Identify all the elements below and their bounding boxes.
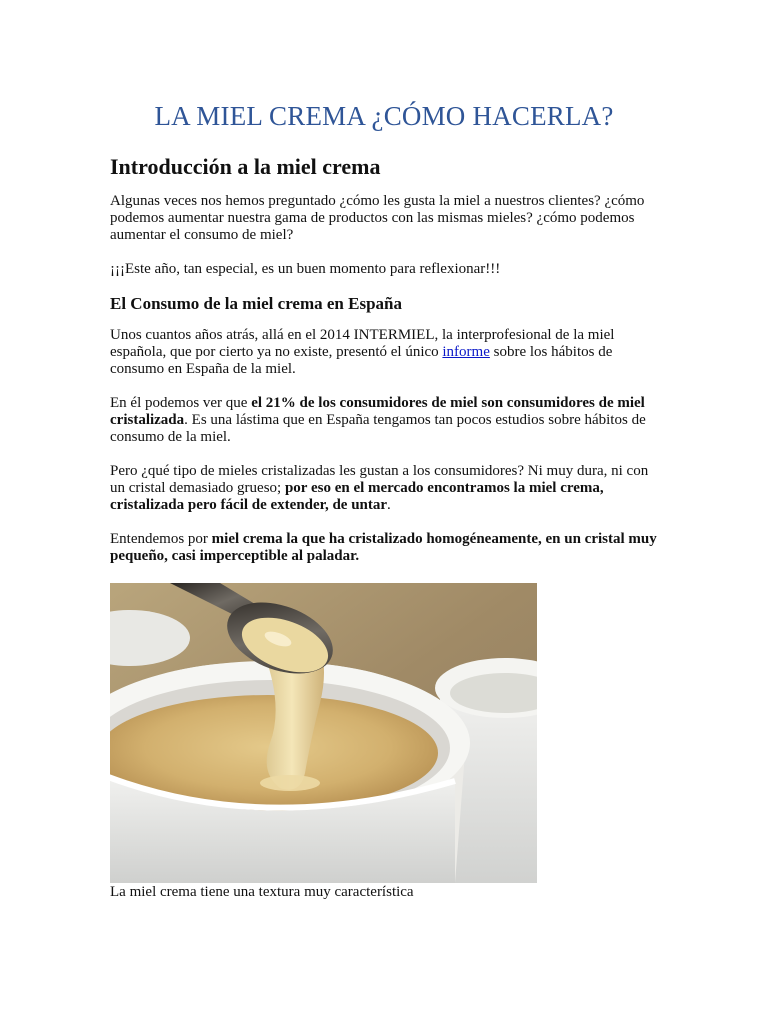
consumption-heading: El Consumo de la miel crema en España: [110, 294, 403, 313]
document-title: LA MIEL CREMA ¿CÓMO HACERLA?: [154, 101, 614, 131]
paragraph-intermiel-text-b: sobre los hábitos de consumo en España de la miel.: [110, 344, 613, 377]
intro-heading: Introducción a la miel crema: [110, 154, 381, 179]
paragraph-percentage: [110, 395, 658, 446]
paragraph-definition-text-a: Entendemos por: [110, 531, 212, 547]
paragraph-crystal-type: [110, 463, 658, 514]
photo-caption: La miel crema tiene una textura muy característica: [110, 884, 414, 900]
crystal-highlight: por eso en el mercado encontramos la miel crema, cristalizada pero fácil de extender, de untar: [110, 480, 604, 513]
paragraph-intro: Algunas veces nos hemos preguntado ¿cómo les gusta la miel a nuestros clientes? ¿cómo podemos aumentar nuestra gama de productos con las mismas mieles? ¿cómo podemos aumentar el consumo de miel?: [110, 193, 645, 243]
definition-highlight: miel crema la que ha cristalizado homogéneamente, en un cristal muy pequeño, casi imperceptible al paladar.: [110, 531, 657, 564]
paragraph-crystal-text-a: Pero ¿qué tipo de mieles cristalizadas les gustan a los consumidores? Ni muy dura, ni con un cristal demasiado grueso;: [110, 463, 649, 496]
paragraph-intermiel: [110, 327, 658, 378]
percentage-highlight: el 21% de los consumidores de miel son consumidores de miel cristalizada: [110, 395, 645, 428]
honey-photo: [110, 583, 537, 883]
paragraph-reflect: ¡¡¡Este año, tan especial, es un buen momento para reflexionar!!!: [110, 261, 501, 277]
paragraph-definition: [110, 531, 658, 565]
honey-photo-illustration: [110, 583, 537, 883]
paragraph-percentage-text-b: . Es una lástima que en España tengamos tan pocos estudios sobre hábitos de consumo de la miel.: [110, 412, 646, 445]
paragraph-percentage-text-a: En él podemos ver que: [110, 395, 252, 411]
informe-link[interactable]: informe: [442, 344, 490, 360]
paragraph-intermiel-text-a: Unos cuantos años atrás, allá en el 2014 INTERMIEL, la interprofesional de la miel española, que por cierto ya no existe, presentó el único: [110, 327, 615, 360]
paragraph-crystal-text-b: .: [387, 497, 391, 513]
document-content: [110, 96, 658, 901]
